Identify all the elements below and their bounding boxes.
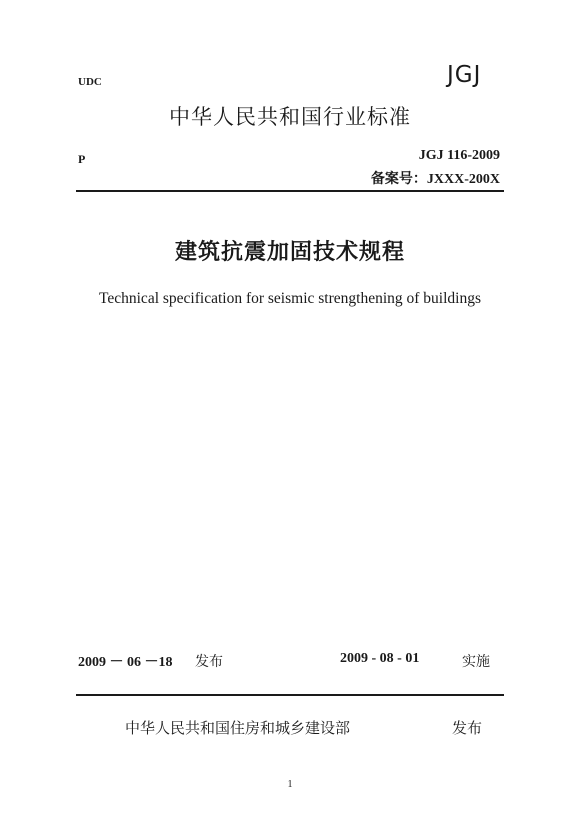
implementation-label: 实施: [462, 654, 490, 670]
top-divider: [76, 190, 504, 192]
udc-label: UDC: [78, 76, 102, 88]
implementation-date: 2009 - 08 - 01: [340, 651, 420, 666]
organization-title: 中华人民共和国行业标准: [169, 105, 411, 129]
issuer: 中华人民共和国住房和城乡建设部: [125, 719, 351, 737]
record-number: 备案号：JXXX-200X: [370, 172, 500, 187]
bottom-divider: [76, 694, 504, 696]
classification-code: P: [78, 152, 86, 166]
standard-number: JGJ 116-2009: [418, 148, 500, 163]
issue-label: 发布: [195, 654, 223, 670]
issuer-label: 发布: [452, 719, 483, 737]
english-title: Technical specification for seismic strengthening of buildings: [98, 290, 481, 307]
issue-date: 2009 － 06 －18: [78, 655, 173, 670]
chinese-title: 建筑抗震加固技术规程: [174, 240, 405, 265]
jgj-mark: JGJ: [447, 62, 482, 88]
page-number: 1: [287, 779, 293, 790]
